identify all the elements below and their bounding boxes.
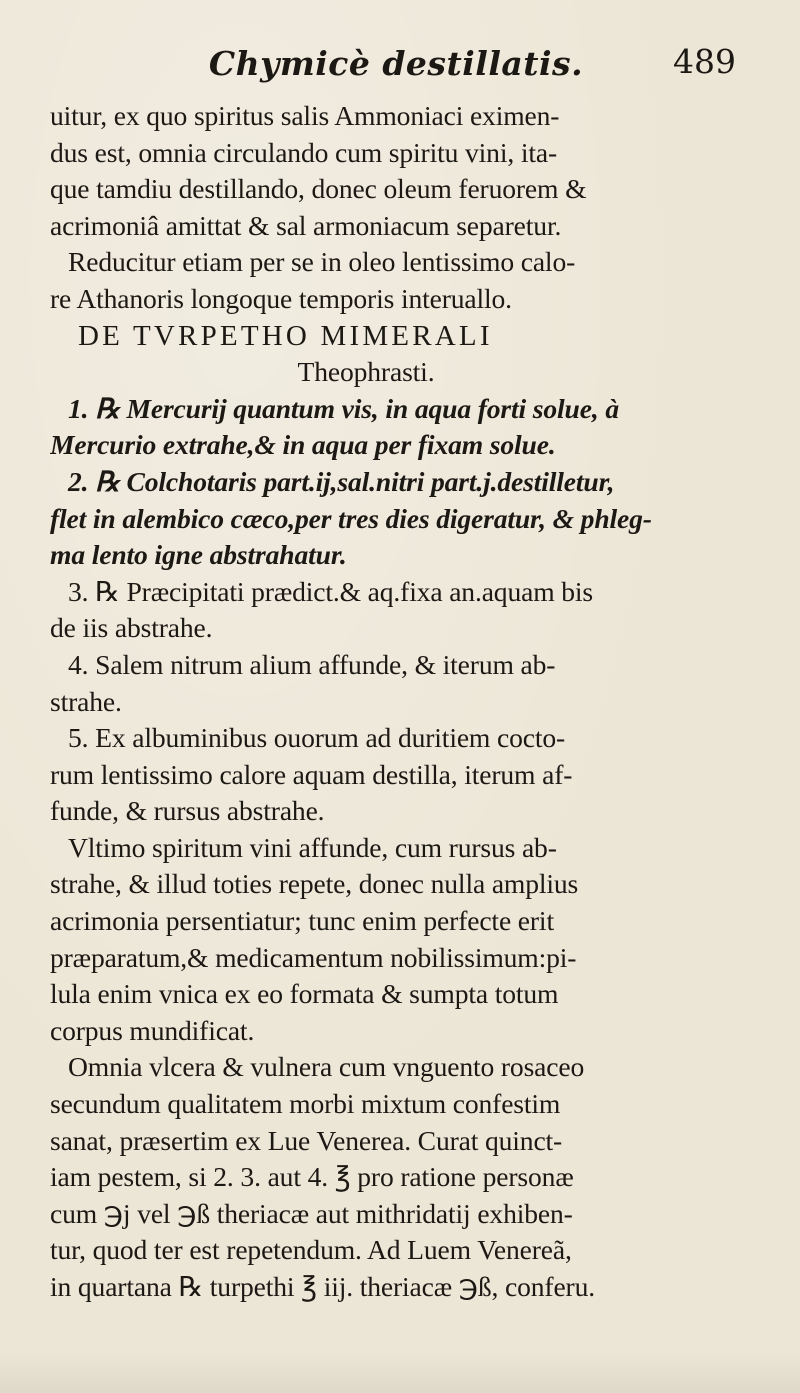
text-line: Omnia vlcera & vulnera cum vnguento rosaceo — [68, 1051, 585, 1083]
text-line: sanat, præsertim ex Lue Venerea. Curat quinct- — [50, 1124, 563, 1156]
text-line: 5. Ex albuminibus ouorum ad duritiem cocto- — [68, 722, 566, 754]
text-line: DE TVRPETHO MIMERALI — [78, 319, 493, 352]
body-text — [50, 98, 742, 1306]
text-line: 1. ℞ Mercurij quantum vis, in aqua forti solue, à — [68, 392, 619, 424]
text-line: Theophrasti. — [297, 356, 435, 388]
text-line: que tamdiu destillando, donec oleum feruorem & — [50, 173, 587, 205]
page-header — [50, 40, 742, 98]
text-line: cum ℈j vel ℈ß theriacæ aut mithridatij exhiben- — [50, 1197, 573, 1229]
page-number: 489 — [673, 42, 736, 81]
text-line: lula enim vnica ex eo formata & sumpta totum — [50, 978, 559, 1010]
text-line: re Athanoris longoque temporis interuallo. — [50, 282, 512, 314]
page-edge-shadow — [0, 1353, 800, 1393]
text-line: secundum qualitatem morbi mixtum confestim — [50, 1088, 561, 1120]
text-line: strahe. — [50, 685, 122, 717]
text-line: corpus mundificat. — [50, 1014, 255, 1046]
text-line: tur, quod ter est repetendum. Ad Luem Venereã, — [50, 1234, 572, 1266]
text-line: acrimonia persentiatur; tunc enim perfecte erit — [50, 905, 554, 937]
text-line: in quartana ℞ turpethi ℥ iij. theriacæ ℈ß, conferu. — [50, 1271, 595, 1302]
running-title: Chymicè destillatis. — [208, 44, 584, 83]
text-line: 4. Salem nitrum alium affunde, & iterum ab- — [68, 648, 556, 680]
text-line: funde, & rursus abstrahe. — [50, 795, 325, 827]
text-line: strahe, & illud toties repete, donec nulla amplius — [50, 868, 579, 900]
text-line: ma lento igne abstrahatur. — [50, 539, 347, 571]
text-line: 3. ℞ Præcipitati prædict.& aq.fixa an.aquam bis — [68, 575, 594, 607]
text-line: iam pestem, si 2. 3. aut 4. ℥ pro ratione personæ — [50, 1161, 574, 1193]
text-line: Reducitur etiam per se in oleo lentissimo calo- — [68, 246, 576, 278]
text-line: uitur, ex quo spiritus salis Ammoniaci eximen- — [50, 100, 560, 131]
text-line: 2. ℞ Colchotaris part.ij,sal.nitri part.j.destilletur, — [68, 465, 615, 497]
text-line: flet in alembico cæco,per tres dies digeratur, & phleg- — [50, 502, 652, 534]
text-line: Mercurio extrahe,& in aqua per fixam solue. — [50, 429, 556, 461]
text-line: rum lentissimo calore aquam destilla, iterum af- — [50, 758, 573, 790]
text-line: de iis abstrahe. — [50, 612, 213, 644]
text-line: dus est, omnia circulando cum spiritu vini, ita- — [50, 136, 558, 168]
text-line: præparatum,& medicamentum nobilissimum:pi- — [50, 941, 577, 973]
text-line: Vltimo spiritum vini affunde, cum rursus ab- — [68, 831, 557, 863]
text-line: acrimoniâ amittat & sal armoniacum separetur. — [50, 209, 562, 241]
